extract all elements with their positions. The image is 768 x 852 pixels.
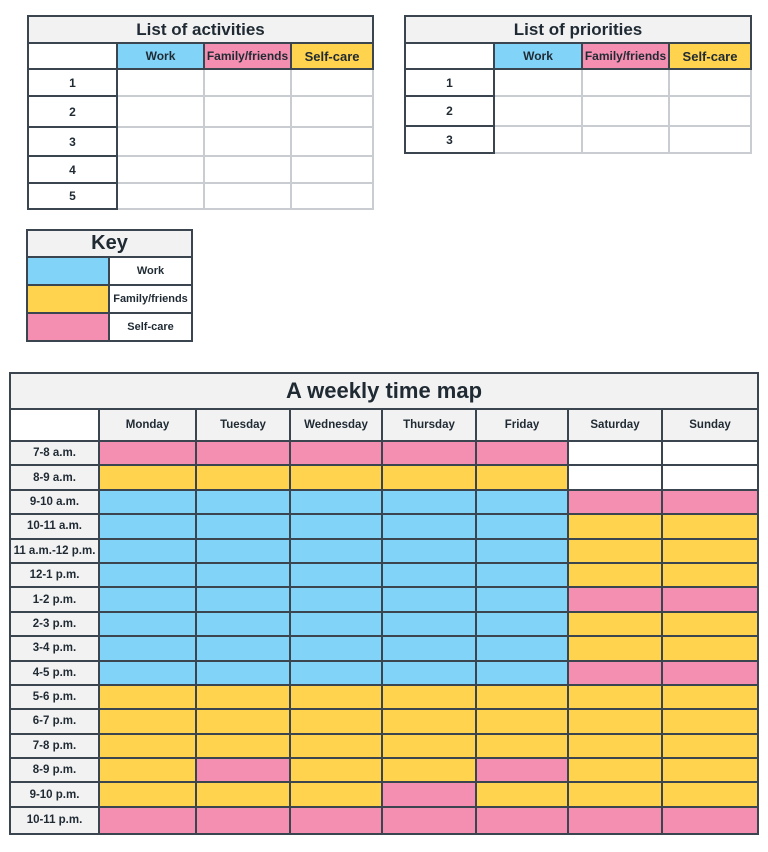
time-block-monday[interactable]: [99, 661, 196, 685]
day-header-tuesday: Tuesday: [196, 409, 290, 441]
time-block-wednesday[interactable]: [290, 807, 382, 834]
time-block-wednesday[interactable]: [290, 758, 382, 782]
day-header-wednesday: Wednesday: [290, 409, 382, 441]
priorities-row-label: 2: [405, 96, 494, 126]
activities-cell[interactable]: [204, 183, 291, 209]
priorities-col-selfcare: Self-care: [669, 43, 751, 69]
timemap-row: [10, 563, 758, 587]
time-block-thursday[interactable]: [382, 758, 476, 782]
time-block-friday[interactable]: [476, 709, 568, 733]
time-slot-label: 8-9 a.m.: [10, 465, 99, 489]
time-block-sunday[interactable]: [662, 612, 758, 636]
timemap-row: [10, 514, 758, 538]
time-block-monday[interactable]: [99, 539, 196, 563]
time-block-friday[interactable]: [476, 465, 568, 489]
time-block-thursday[interactable]: [382, 441, 476, 465]
time-block-monday[interactable]: [99, 441, 196, 465]
time-block-tuesday[interactable]: [196, 490, 290, 514]
activities-row-label: 1: [28, 69, 117, 96]
time-block-friday[interactable]: [476, 758, 568, 782]
key-swatch-selfcare: [27, 313, 109, 341]
time-block-sunday[interactable]: [662, 563, 758, 587]
time-block-monday[interactable]: [99, 612, 196, 636]
priorities-cell[interactable]: [669, 69, 751, 96]
priorities-cell[interactable]: [582, 96, 669, 126]
time-block-saturday[interactable]: [568, 612, 662, 636]
time-block-saturday[interactable]: [568, 734, 662, 758]
time-block-saturday[interactable]: [568, 661, 662, 685]
day-header-saturday: Saturday: [568, 409, 662, 441]
time-block-saturday[interactable]: [568, 709, 662, 733]
timemap-row: [10, 758, 758, 782]
time-slot-label: 11 a.m.-12 p.m.: [10, 539, 99, 563]
time-block-wednesday[interactable]: [290, 661, 382, 685]
timemap-row: [10, 709, 758, 733]
time-block-sunday[interactable]: [662, 441, 758, 465]
time-block-sunday[interactable]: [662, 490, 758, 514]
time-block-monday[interactable]: [99, 465, 196, 489]
weekly-time-map: [9, 372, 759, 835]
time-block-wednesday[interactable]: [290, 685, 382, 709]
activities-cell[interactable]: [117, 96, 204, 127]
time-block-friday[interactable]: [476, 685, 568, 709]
time-block-tuesday[interactable]: [196, 661, 290, 685]
time-slot-label: 12-1 p.m.: [10, 563, 99, 587]
activities-cell[interactable]: [204, 156, 291, 183]
time-block-wednesday[interactable]: [290, 709, 382, 733]
time-slot-label: 9-10 p.m.: [10, 782, 99, 806]
timemap-row: [10, 490, 758, 514]
activities-cell[interactable]: [291, 156, 373, 183]
time-block-wednesday[interactable]: [290, 465, 382, 489]
key-label-work: Work: [109, 257, 192, 285]
time-block-sunday[interactable]: [662, 685, 758, 709]
time-block-tuesday[interactable]: [196, 514, 290, 538]
time-block-tuesday[interactable]: [196, 685, 290, 709]
activities-col-family: Family/friends: [204, 43, 291, 69]
time-slot-label: 5-6 p.m.: [10, 685, 99, 709]
time-block-monday[interactable]: [99, 587, 196, 611]
day-header-monday: Monday: [99, 409, 196, 441]
time-block-thursday[interactable]: [382, 807, 476, 834]
priorities-title: List of priorities: [405, 16, 751, 43]
timemap-row: [10, 441, 758, 465]
activities-cell[interactable]: [291, 69, 373, 96]
time-block-friday[interactable]: [476, 661, 568, 685]
time-block-friday[interactable]: [476, 539, 568, 563]
time-block-saturday[interactable]: [568, 807, 662, 834]
time-block-friday[interactable]: [476, 612, 568, 636]
time-block-sunday[interactable]: [662, 782, 758, 806]
priorities-cell[interactable]: [494, 126, 582, 153]
activities-row-label: 5: [28, 183, 117, 209]
activities-cell[interactable]: [117, 69, 204, 96]
time-block-thursday[interactable]: [382, 636, 476, 660]
time-block-tuesday[interactable]: [196, 734, 290, 758]
time-block-wednesday[interactable]: [290, 734, 382, 758]
time-block-thursday[interactable]: [382, 465, 476, 489]
time-block-thursday[interactable]: [382, 612, 476, 636]
time-block-friday[interactable]: [476, 782, 568, 806]
key-legend: [26, 229, 193, 342]
priorities-cell[interactable]: [582, 126, 669, 153]
time-block-thursday[interactable]: [382, 661, 476, 685]
time-block-monday[interactable]: [99, 490, 196, 514]
activities-cell[interactable]: [291, 96, 373, 127]
time-block-wednesday[interactable]: [290, 782, 382, 806]
priorities-row-label: 1: [405, 69, 494, 96]
priorities-table: [404, 15, 752, 154]
time-block-tuesday[interactable]: [196, 563, 290, 587]
priorities-cell[interactable]: [669, 96, 751, 126]
time-block-friday[interactable]: [476, 441, 568, 465]
time-block-saturday[interactable]: [568, 490, 662, 514]
time-block-saturday[interactable]: [568, 441, 662, 465]
activities-col-work: Work: [117, 43, 204, 69]
activities-cell[interactable]: [204, 69, 291, 96]
time-block-friday[interactable]: [476, 490, 568, 514]
time-block-sunday[interactable]: [662, 734, 758, 758]
time-slot-label: 10-11 a.m.: [10, 514, 99, 538]
time-block-monday[interactable]: [99, 782, 196, 806]
time-block-sunday[interactable]: [662, 587, 758, 611]
time-block-sunday[interactable]: [662, 758, 758, 782]
time-block-friday[interactable]: [476, 587, 568, 611]
time-block-thursday[interactable]: [382, 709, 476, 733]
timemap-row: [10, 782, 758, 806]
time-block-wednesday[interactable]: [290, 539, 382, 563]
timemap-row: [10, 685, 758, 709]
time-block-tuesday[interactable]: [196, 709, 290, 733]
priorities-cell[interactable]: [669, 126, 751, 153]
time-block-thursday[interactable]: [382, 587, 476, 611]
time-block-tuesday[interactable]: [196, 758, 290, 782]
time-block-thursday[interactable]: [382, 685, 476, 709]
time-block-wednesday[interactable]: [290, 563, 382, 587]
activities-table: [27, 15, 374, 210]
time-block-wednesday[interactable]: [290, 514, 382, 538]
time-block-friday[interactable]: [476, 563, 568, 587]
activities-cell[interactable]: [291, 127, 373, 156]
day-header-sunday: Sunday: [662, 409, 758, 441]
time-block-thursday[interactable]: [382, 539, 476, 563]
activities-title: List of activities: [28, 16, 373, 43]
time-block-saturday[interactable]: [568, 514, 662, 538]
priorities-cell[interactable]: [582, 69, 669, 96]
time-block-saturday[interactable]: [568, 758, 662, 782]
time-block-thursday[interactable]: [382, 734, 476, 758]
time-block-wednesday[interactable]: [290, 636, 382, 660]
time-block-tuesday[interactable]: [196, 807, 290, 834]
time-block-monday[interactable]: [99, 514, 196, 538]
time-block-sunday[interactable]: [662, 709, 758, 733]
timemap-row: [10, 587, 758, 611]
time-slot-label: 9-10 a.m.: [10, 490, 99, 514]
time-block-sunday[interactable]: [662, 661, 758, 685]
activities-cell[interactable]: [117, 183, 204, 209]
timemap-row: [10, 612, 758, 636]
time-block-wednesday[interactable]: [290, 587, 382, 611]
activities-cell[interactable]: [117, 127, 204, 156]
key-label-selfcare: Self-care: [109, 313, 192, 341]
timemap-row: [10, 734, 758, 758]
time-block-tuesday[interactable]: [196, 465, 290, 489]
activities-col-selfcare: Self-care: [291, 43, 373, 69]
time-block-friday[interactable]: [476, 514, 568, 538]
time-slot-label: 8-9 p.m.: [10, 758, 99, 782]
time-slot-label: 6-7 p.m.: [10, 709, 99, 733]
activities-cell[interactable]: [117, 156, 204, 183]
activities-cell[interactable]: [204, 96, 291, 127]
time-block-friday[interactable]: [476, 734, 568, 758]
time-block-tuesday[interactable]: [196, 441, 290, 465]
time-block-tuesday[interactable]: [196, 636, 290, 660]
time-block-monday[interactable]: [99, 563, 196, 587]
time-block-thursday[interactable]: [382, 490, 476, 514]
time-block-monday[interactable]: [99, 734, 196, 758]
activities-corner: [28, 43, 117, 69]
activities-row-label: 4: [28, 156, 117, 183]
time-block-tuesday[interactable]: [196, 612, 290, 636]
time-block-wednesday[interactable]: [290, 441, 382, 465]
priorities-col-family: Family/friends: [582, 43, 669, 69]
time-block-sunday[interactable]: [662, 465, 758, 489]
time-block-saturday[interactable]: [568, 539, 662, 563]
time-block-monday[interactable]: [99, 807, 196, 834]
time-block-sunday[interactable]: [662, 539, 758, 563]
timemap-row: [10, 661, 758, 685]
time-block-thursday[interactable]: [382, 782, 476, 806]
time-block-sunday[interactable]: [662, 636, 758, 660]
priorities-cell[interactable]: [494, 69, 582, 96]
priorities-col-work: Work: [494, 43, 582, 69]
day-header-thursday: Thursday: [382, 409, 476, 441]
key-swatch-work: [27, 257, 109, 285]
time-block-sunday[interactable]: [662, 514, 758, 538]
priorities-corner: [405, 43, 494, 69]
time-slot-label: 10-11 p.m.: [10, 807, 99, 834]
time-slot-label: 4-5 p.m.: [10, 661, 99, 685]
time-block-saturday[interactable]: [568, 782, 662, 806]
time-block-monday[interactable]: [99, 636, 196, 660]
time-block-monday[interactable]: [99, 709, 196, 733]
activities-cell[interactable]: [204, 127, 291, 156]
time-block-saturday[interactable]: [568, 465, 662, 489]
timemap-row: [10, 539, 758, 563]
time-block-monday[interactable]: [99, 758, 196, 782]
timemap-row: [10, 636, 758, 660]
time-block-saturday[interactable]: [568, 685, 662, 709]
time-block-wednesday[interactable]: [290, 612, 382, 636]
time-block-tuesday[interactable]: [196, 539, 290, 563]
key-label-family: Family/friends: [109, 285, 192, 313]
time-slot-label: 7-8 p.m.: [10, 734, 99, 758]
time-slot-label: 3-4 p.m.: [10, 636, 99, 660]
activities-row-label: 3: [28, 127, 117, 156]
time-block-monday[interactable]: [99, 685, 196, 709]
time-block-wednesday[interactable]: [290, 490, 382, 514]
time-block-friday[interactable]: [476, 636, 568, 660]
time-slot-label: 7-8 a.m.: [10, 441, 99, 465]
activities-row-label: 2: [28, 96, 117, 127]
time-block-saturday[interactable]: [568, 587, 662, 611]
activities-cell[interactable]: [291, 183, 373, 209]
time-slot-label: 1-2 p.m.: [10, 587, 99, 611]
key-title: Key: [27, 230, 192, 257]
day-header-friday: Friday: [476, 409, 568, 441]
time-block-thursday[interactable]: [382, 563, 476, 587]
time-block-saturday[interactable]: [568, 636, 662, 660]
time-block-friday[interactable]: [476, 807, 568, 834]
time-block-tuesday[interactable]: [196, 587, 290, 611]
timemap-corner: [10, 409, 99, 441]
time-block-tuesday[interactable]: [196, 782, 290, 806]
timemap-row: [10, 465, 758, 489]
priorities-cell[interactable]: [494, 96, 582, 126]
timemap-title: A weekly time map: [10, 373, 758, 409]
key-swatch-family: [27, 285, 109, 313]
time-slot-label: 2-3 p.m.: [10, 612, 99, 636]
time-block-saturday[interactable]: [568, 563, 662, 587]
time-block-thursday[interactable]: [382, 514, 476, 538]
priorities-row-label: 3: [405, 126, 494, 153]
time-block-sunday[interactable]: [662, 807, 758, 834]
timemap-row: [10, 807, 758, 834]
